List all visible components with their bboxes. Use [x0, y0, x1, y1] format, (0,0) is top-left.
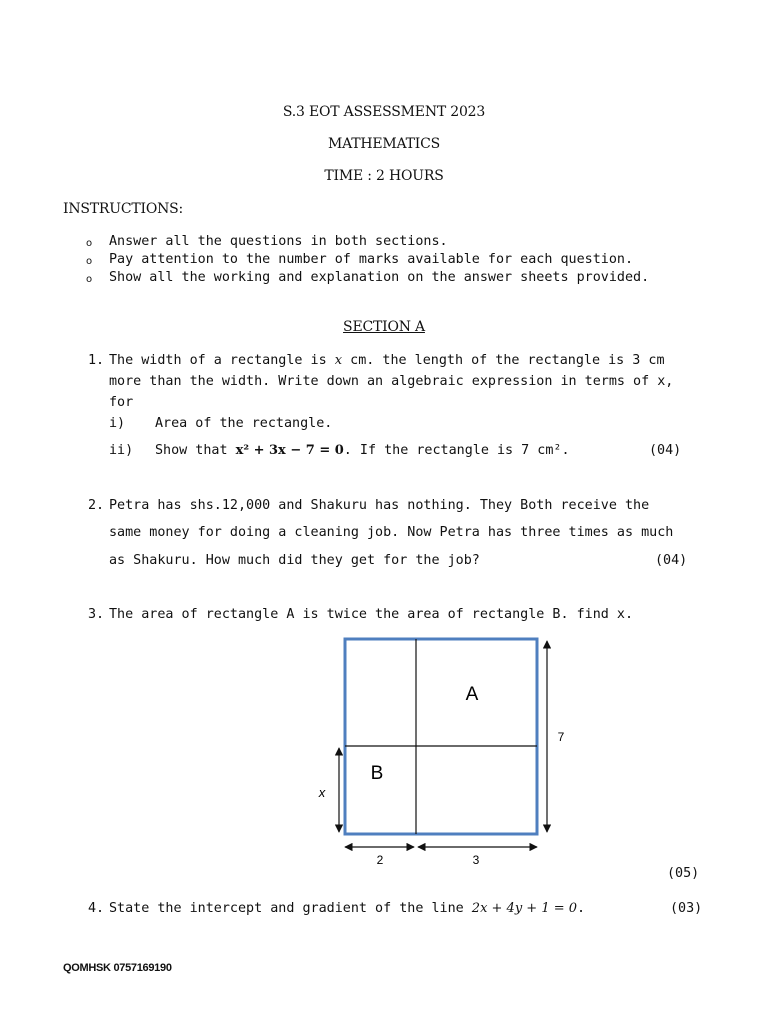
- label-bottom-left: 2: [376, 853, 384, 867]
- question-text: more than the width. Write down an algebraic expression in terms of x,: [109, 374, 674, 389]
- bullet-icon: o: [86, 238, 93, 249]
- subquestion-text: Show that x² + 3x − 7 = 0. If the rectangle is 7 cm².: [155, 443, 570, 458]
- question-text: The width of a rectangle is x cm. the length of the rectangle is 3 cm: [109, 353, 665, 368]
- question-text: State the intercept and gradient of the line 2x + 4y + 1 = 0.: [109, 901, 586, 916]
- bullet-icon: o: [86, 274, 93, 285]
- outer-square: [345, 639, 537, 834]
- footer-code: QOMHSK 0757169190: [63, 962, 172, 974]
- bullet-icon: o: [86, 256, 93, 267]
- section-title: SECTION A: [343, 319, 425, 335]
- question-number: 3.: [88, 607, 105, 622]
- marks-label: (03): [670, 901, 703, 916]
- label-b: B: [370, 763, 384, 784]
- marks-label: (05): [667, 866, 700, 881]
- subquestion-text: Area of the rectangle.: [155, 416, 333, 431]
- marks-label: (04): [649, 443, 682, 458]
- question-text: for: [109, 395, 134, 410]
- instructions-heading: INSTRUCTIONS:: [63, 201, 184, 217]
- subject-title: MATHEMATICS: [327, 136, 441, 152]
- label-side: 7: [557, 730, 565, 744]
- exam-title: S.3 EOT ASSESSMENT 2023: [282, 104, 486, 120]
- exam-duration: TIME : 2 HOURS: [324, 168, 444, 184]
- question-text: same money for doing a cleaning job. Now Petra has three times as much: [109, 525, 674, 540]
- subquestion-number: i): [109, 416, 126, 431]
- marks-label: (04): [655, 553, 688, 568]
- instruction-item: Show all the working and explanation on the answer sheets provided.: [109, 270, 650, 285]
- label-x: x: [318, 785, 326, 800]
- subquestion-number: ii): [109, 443, 134, 458]
- label-a: A: [465, 684, 479, 705]
- label-bottom-right: 3: [472, 853, 480, 867]
- question-text: as Shakuru. How much did they get for the job?: [109, 553, 480, 568]
- question-text: The area of rectangle A is twice the area of rectangle B. find x.: [109, 607, 634, 622]
- instruction-item: Answer all the questions in both sections.: [109, 234, 448, 249]
- instruction-item: Pay attention to the number of marks available for each question.: [109, 252, 634, 267]
- question-number: 4.: [88, 901, 105, 916]
- question-number: 2.: [88, 498, 105, 513]
- question-text: Petra has shs.12,000 and Shakuru has nothing. They Both receive the: [109, 498, 650, 513]
- question-number: 1.: [88, 353, 105, 368]
